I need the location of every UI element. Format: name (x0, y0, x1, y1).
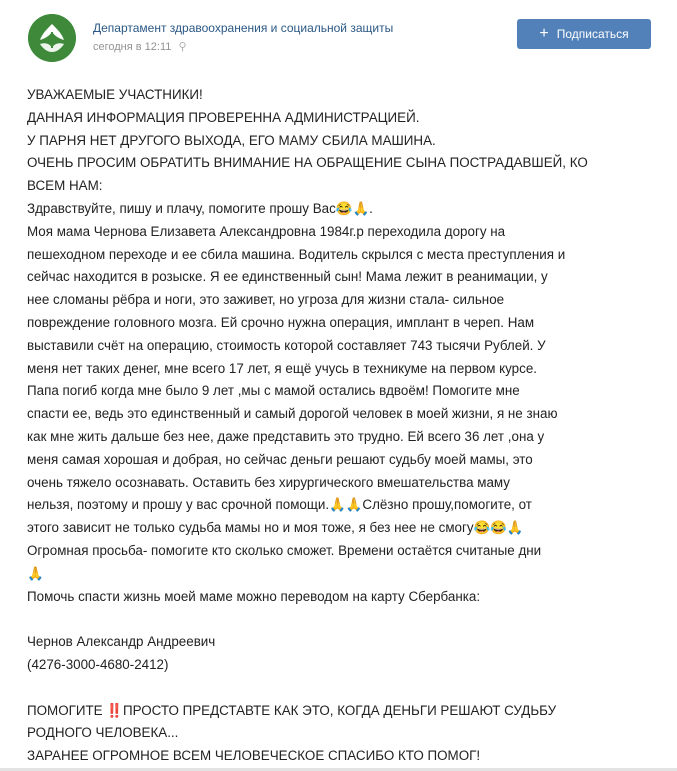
post-text-line: ДАННАЯ ИНФОРМАЦИЯ ПРОВЕРЕННА АДМИНИСТРАЦИЕЙ. (27, 109, 420, 125)
post-text-line: спасти ее, ведь это единственный и самый дорогой человек в моей жизни, я не знаю (27, 406, 558, 422)
post-text-line: ПОМОГИТЕ ‼️ПРОСТО ПРЕДСТАВТЕ КАК ЭТО, КОГДА ДЕНЬГИ РЕШАЮТ СУДЬБУ (27, 702, 557, 718)
post-text-line: Помочь спасти жизнь моей маме можно переводом на карту Сбербанка: (27, 588, 481, 604)
post-text-line: РОДНОГО ЧЕЛОВЕКА... (27, 725, 179, 741)
post-text-line: меня самая хорошая и добрая, но сейчас деньги решают судьбу моей мамы, это (27, 451, 533, 467)
post-text-line: повреждение головного мозга. Ей срочно нужна операция, имплант в череп. Нам (27, 314, 535, 330)
post-text-line: Здравствуйте, пишу и плачу, помогите прошу Вас😂🙏. (27, 200, 373, 216)
post-text-line: У ПАРНЯ НЕТ ДРУГОГО ВЫХОДА, ЕГО МАМУ СБИЛА МАШИНА. (27, 132, 436, 148)
post-text-line: Моя мама Чернова Елизавета Александровна 1984г.р переходила дорогу на (27, 223, 506, 239)
post-text-line: ОЧЕНЬ ПРОСИМ ОБРАТИТЬ ВНИМАНИЕ НА ОБРАЩЕНИЕ СЫНА ПОСТРАДАВШЕЙ, КО (27, 155, 588, 171)
post-text-line: Чернов Александр Андреевич (27, 634, 216, 650)
post-timestamp[interactable] (93, 40, 187, 53)
post-text-line: ЗАРАНЕЕ ОГРОМНОЕ ВСЕМ ЧЕЛОВЕЧЕСКОЕ СПАСИБО КТО ПОМОГ! (27, 748, 481, 764)
post-text-line: нее сломаны рёбра и ноги, это заживет, но угроза для жизни стала- сильное (27, 292, 505, 308)
post-text-line: Огромная просьба- помогите кто сколько сможет. Времени остаётся считаные дни (27, 542, 542, 558)
post-text-line: 🙏 (27, 565, 44, 581)
subscribe-label: Подписаться (556, 27, 629, 41)
plus-icon: + (539, 25, 549, 42)
group-avatar[interactable] (28, 14, 76, 62)
post-text-line: этого зависит не только судьба мамы но и моя тоже, я без нее не смогу😂😂🙏 (27, 520, 524, 536)
subscribe-button[interactable] (517, 19, 651, 49)
post-text-line: как мне жить дальше без нее, даже представить это трудно. Ей всего 36 лет ,она у (27, 428, 545, 444)
post-text-line: сейчас находится в розыске. Я ее единственный сын! Мама лежит в реанимации, у (27, 269, 548, 285)
post-text-line: пешеходном переходе и ее сбила машина. Водитель скрылся с места преступления и (27, 246, 566, 262)
pin-icon: ⚲ (178, 41, 187, 53)
blank-line (27, 677, 657, 700)
post-text-line: ВСЕМ НАМ: (27, 178, 103, 194)
post-text-line: Папа погиб когда мне было 9 лет ,мы с мамой остались вдвоём! Помогите мне (27, 383, 520, 399)
post-text-line: (4276-3000-4680-2412) (27, 656, 169, 672)
blank-line (27, 608, 657, 631)
post-text-line: УВАЖАЕМЫЕ УЧАСТНИКИ! (27, 87, 203, 102)
post-text (27, 84, 657, 768)
group-name-link[interactable]: Департамент здравоохранения и социальной защиты (93, 21, 394, 35)
post-header (0, 0, 677, 70)
post-text-line: нельзя, поэтому и прошу у вас срочной помощи.🙏🙏Слёзно прошу,помогите, от (27, 497, 532, 513)
post-time-text: сегодня в 12:11 (93, 41, 172, 53)
post-text-line: меня нет таких денег, мне всего 17 лет, я ещё учусь в техникуме на первом курсе. (27, 360, 537, 376)
emblem-icon (28, 14, 76, 62)
post-text-line: выставили счёт на операцию, стоимость которой составляет 743 тысячи Рублей. У (27, 337, 546, 353)
post-text-line: очень тяжело осознавать. Оставить без хирургического вмешательства маму (27, 474, 510, 490)
